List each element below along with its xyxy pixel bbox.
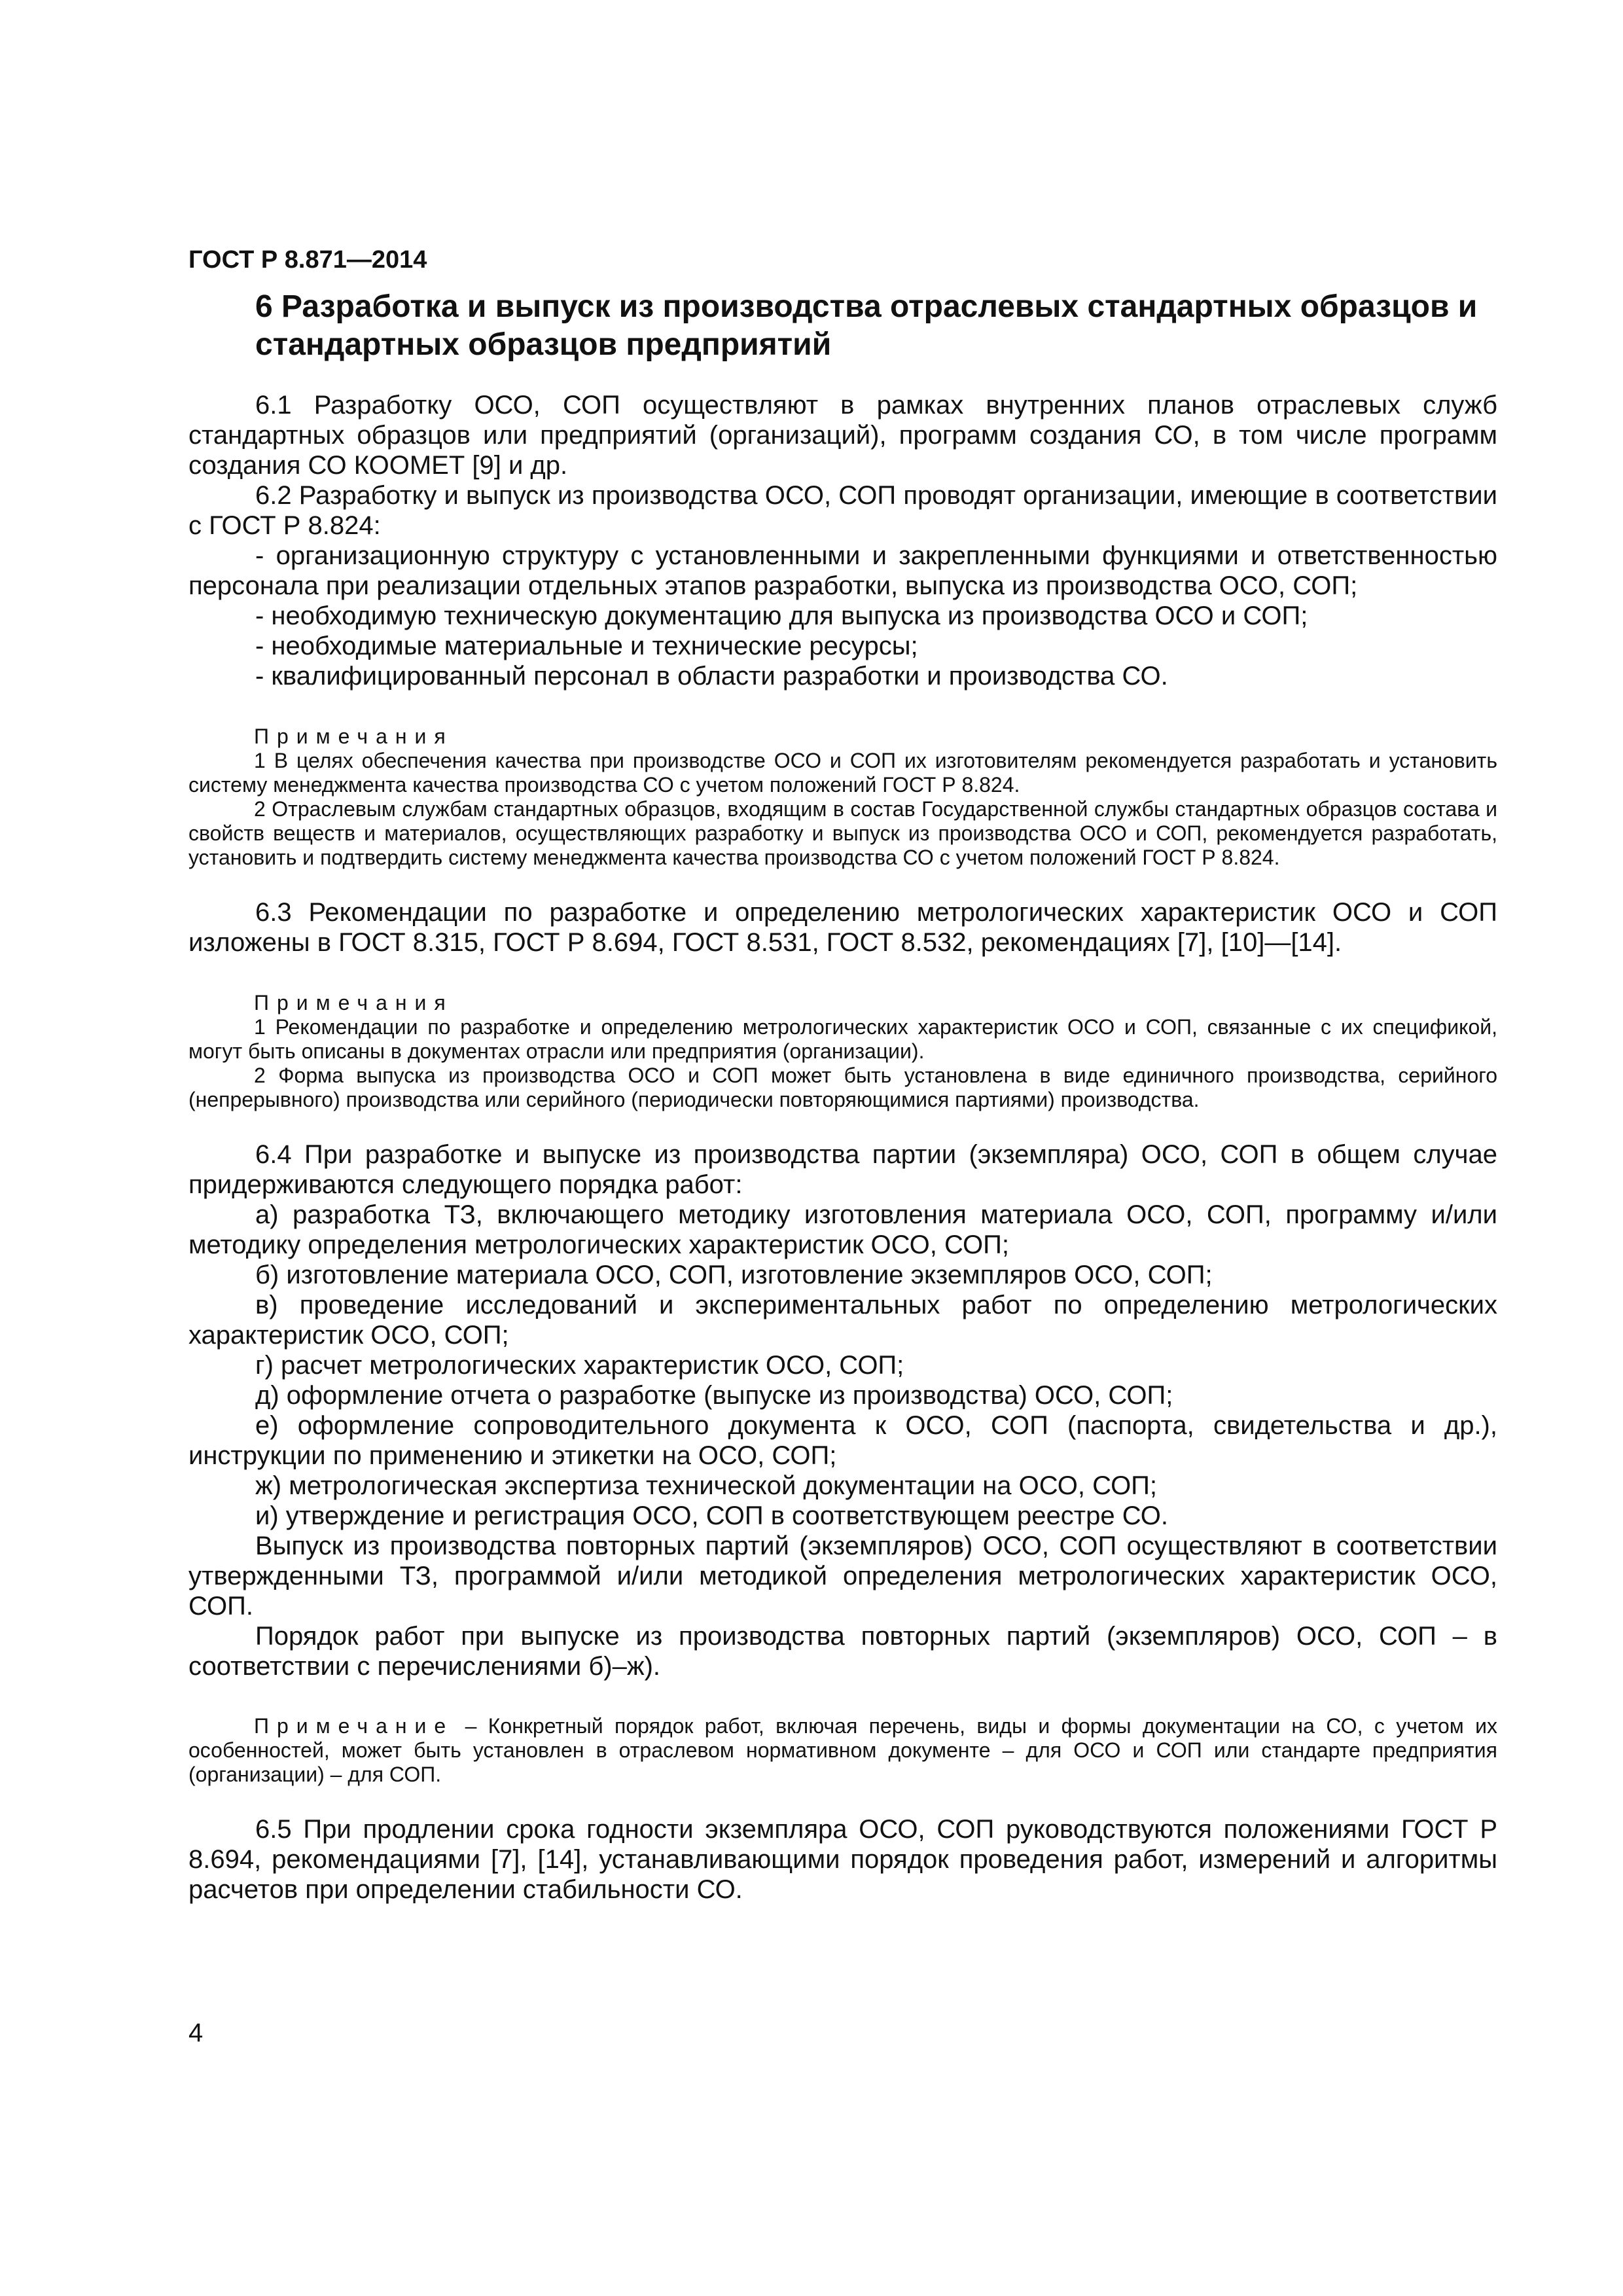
document-code: ГОСТ Р 8.871—2014 [188,246,427,274]
note-item: 1 Рекомендации по разработке и определению метрологических характеристик ОСО и СОП, связанные с их спецификой, могут быть описаны в документах отрасли или предприятия (организации). [188,1015,1497,1063]
list-item: е) оформление сопроводительного документа к ОСО, СОП (паспорта, свидетельства и др.), инструкции по применению и этикетки на ОСО, СОП; [188,1411,1497,1470]
paragraph-6-5: 6.5 При продлении срока годности экземпляра ОСО, СОП руководствуются положениями ГОСТ Р 8.694, рекомендациями [7], [14], устанавливающими порядок проведения работ, измерений и алгоритмы расчетов при определении стабильности СО. [188,1815,1497,1904]
note-item: 2 Отраслевым службам стандартных образцов, входящим в состав Государственной службы стандартных образцов состава и свойств веществ и материалов, осуществляющих разработку и выпуск из производства ОСО и СОП, рекомендуется разработать, установить и подтвердить систему менеджмента качества производства СО с учетом положений ГОСТ Р 8.824. [188,797,1497,869]
page-number: 4 [188,2018,204,2047]
paragraph-6-2: 6.2 Разработку и выпуск из производства ОСО, СОП проводят организации, имеющие в соответствии с ГОСТ Р 8.824: [188,481,1497,540]
paragraph-6-3: 6.3 Рекомендации по разработке и определению метрологических характеристик ОСО и СОП изложены в ГОСТ 8.315, ГОСТ Р 8.694, ГОСТ 8.531, ГОСТ 8.532, рекомендациях [7], [10]—[14]. [188,898,1497,957]
list-item: - квалифицированный персонал в области разработки и производства СО. [255,662,1168,691]
paragraph-6-4: 6.4 При разработке и выпуске из производства партии (экземпляра) ОСО, СОП в общем случае придерживаются следующего порядка работ: [188,1140,1497,1199]
paragraph-6-1: 6.1 Разработку ОСО, СОП осуществляют в рамках внутренних планов отраслевых служб стандартных образцов или предприятий (организаций), программ создания СО, в том числе программ создания СО КООМЕТ [9] и др. [188,391,1497,480]
list-item: - необходимую техническую документацию для выпуска из производства ОСО и СОП; [255,601,1308,630]
notes-title: Примечания [254,991,454,1014]
list-item: ж) метрологическая экспертиза технической документации на ОСО, СОП; [255,1471,1158,1500]
note-label: Примечание [254,1714,454,1738]
list-item: и) утверждение и регистрация ОСО, СОП в соответствующем реестре СО. [255,1501,1168,1530]
list-item: а) разработка ТЗ, включающего методику изготовления материала ОСО, СОП, программу и/или методику определения метрологических характеристик ОСО, СОП; [188,1200,1497,1259]
list-item: д) оформление отчета о разработке (выпуске из производства) ОСО, СОП; [255,1381,1173,1410]
note-item: 1 В целях обеспечения качества при производстве ОСО и СОП их изготовителям рекомендуется разработать и установить систему менеджмента качества производства СО с учетом положений ГОСТ Р 8.824. [188,749,1497,797]
page-content [188,288,1497,1905]
list-item: в) проведение исследований и экспериментальных работ по определению метрологических характеристик ОСО, СОП; [188,1291,1497,1350]
paragraph-repeat-batches: Выпуск из производства повторных партий (экземпляров) ОСО, СОП осуществляют в соответствии утвержденными ТЗ, программой и/или методикой определения метрологических характеристик ОСО, СОП. [188,1532,1497,1621]
note-text: – Конкретный порядок работ, включая перечень, виды и формы документации на СО, с учетом их особенностей, может быть установлен в отраслевом нормативном документе – для ОСО и СОП или стандарте предприятия (организации) – для СОП. [188,1714,1497,1786]
note-single [188,1714,1497,1787]
list-item: г) расчет метрологических характеристик ОСО, СОП; [255,1351,904,1380]
note-item: 2 Форма выпуска из производства ОСО и СОП может быть установлена в виде единичного производства, серийного (непрерывного) производства или серийного (периодически повторяющимися партиями) производства. [188,1064,1497,1111]
notes-title: Примечания [254,725,454,748]
list-item: б) изготовление материала ОСО, СОП, изготовление экземпляров ОСО, СОП; [255,1261,1213,1289]
section-heading: 6 Разработка и выпуск из производства отраслевых стандартных образцов и стандартных образцов предприятий [255,289,1478,362]
list-item: - организационную структуру с установленными и закрепленными функциями и ответственностью персонала при реализации отдельных этапов разработки, выпуска из производства ОСО, СОП; [188,541,1497,600]
paragraph-order-of-work: Порядок работ при выпуске из производства повторных партий (экземпляров) ОСО, СОП – в соответствии с перечислениями б)–ж). [188,1622,1497,1681]
list-item: - необходимые материальные и технические ресурсы; [255,632,918,660]
